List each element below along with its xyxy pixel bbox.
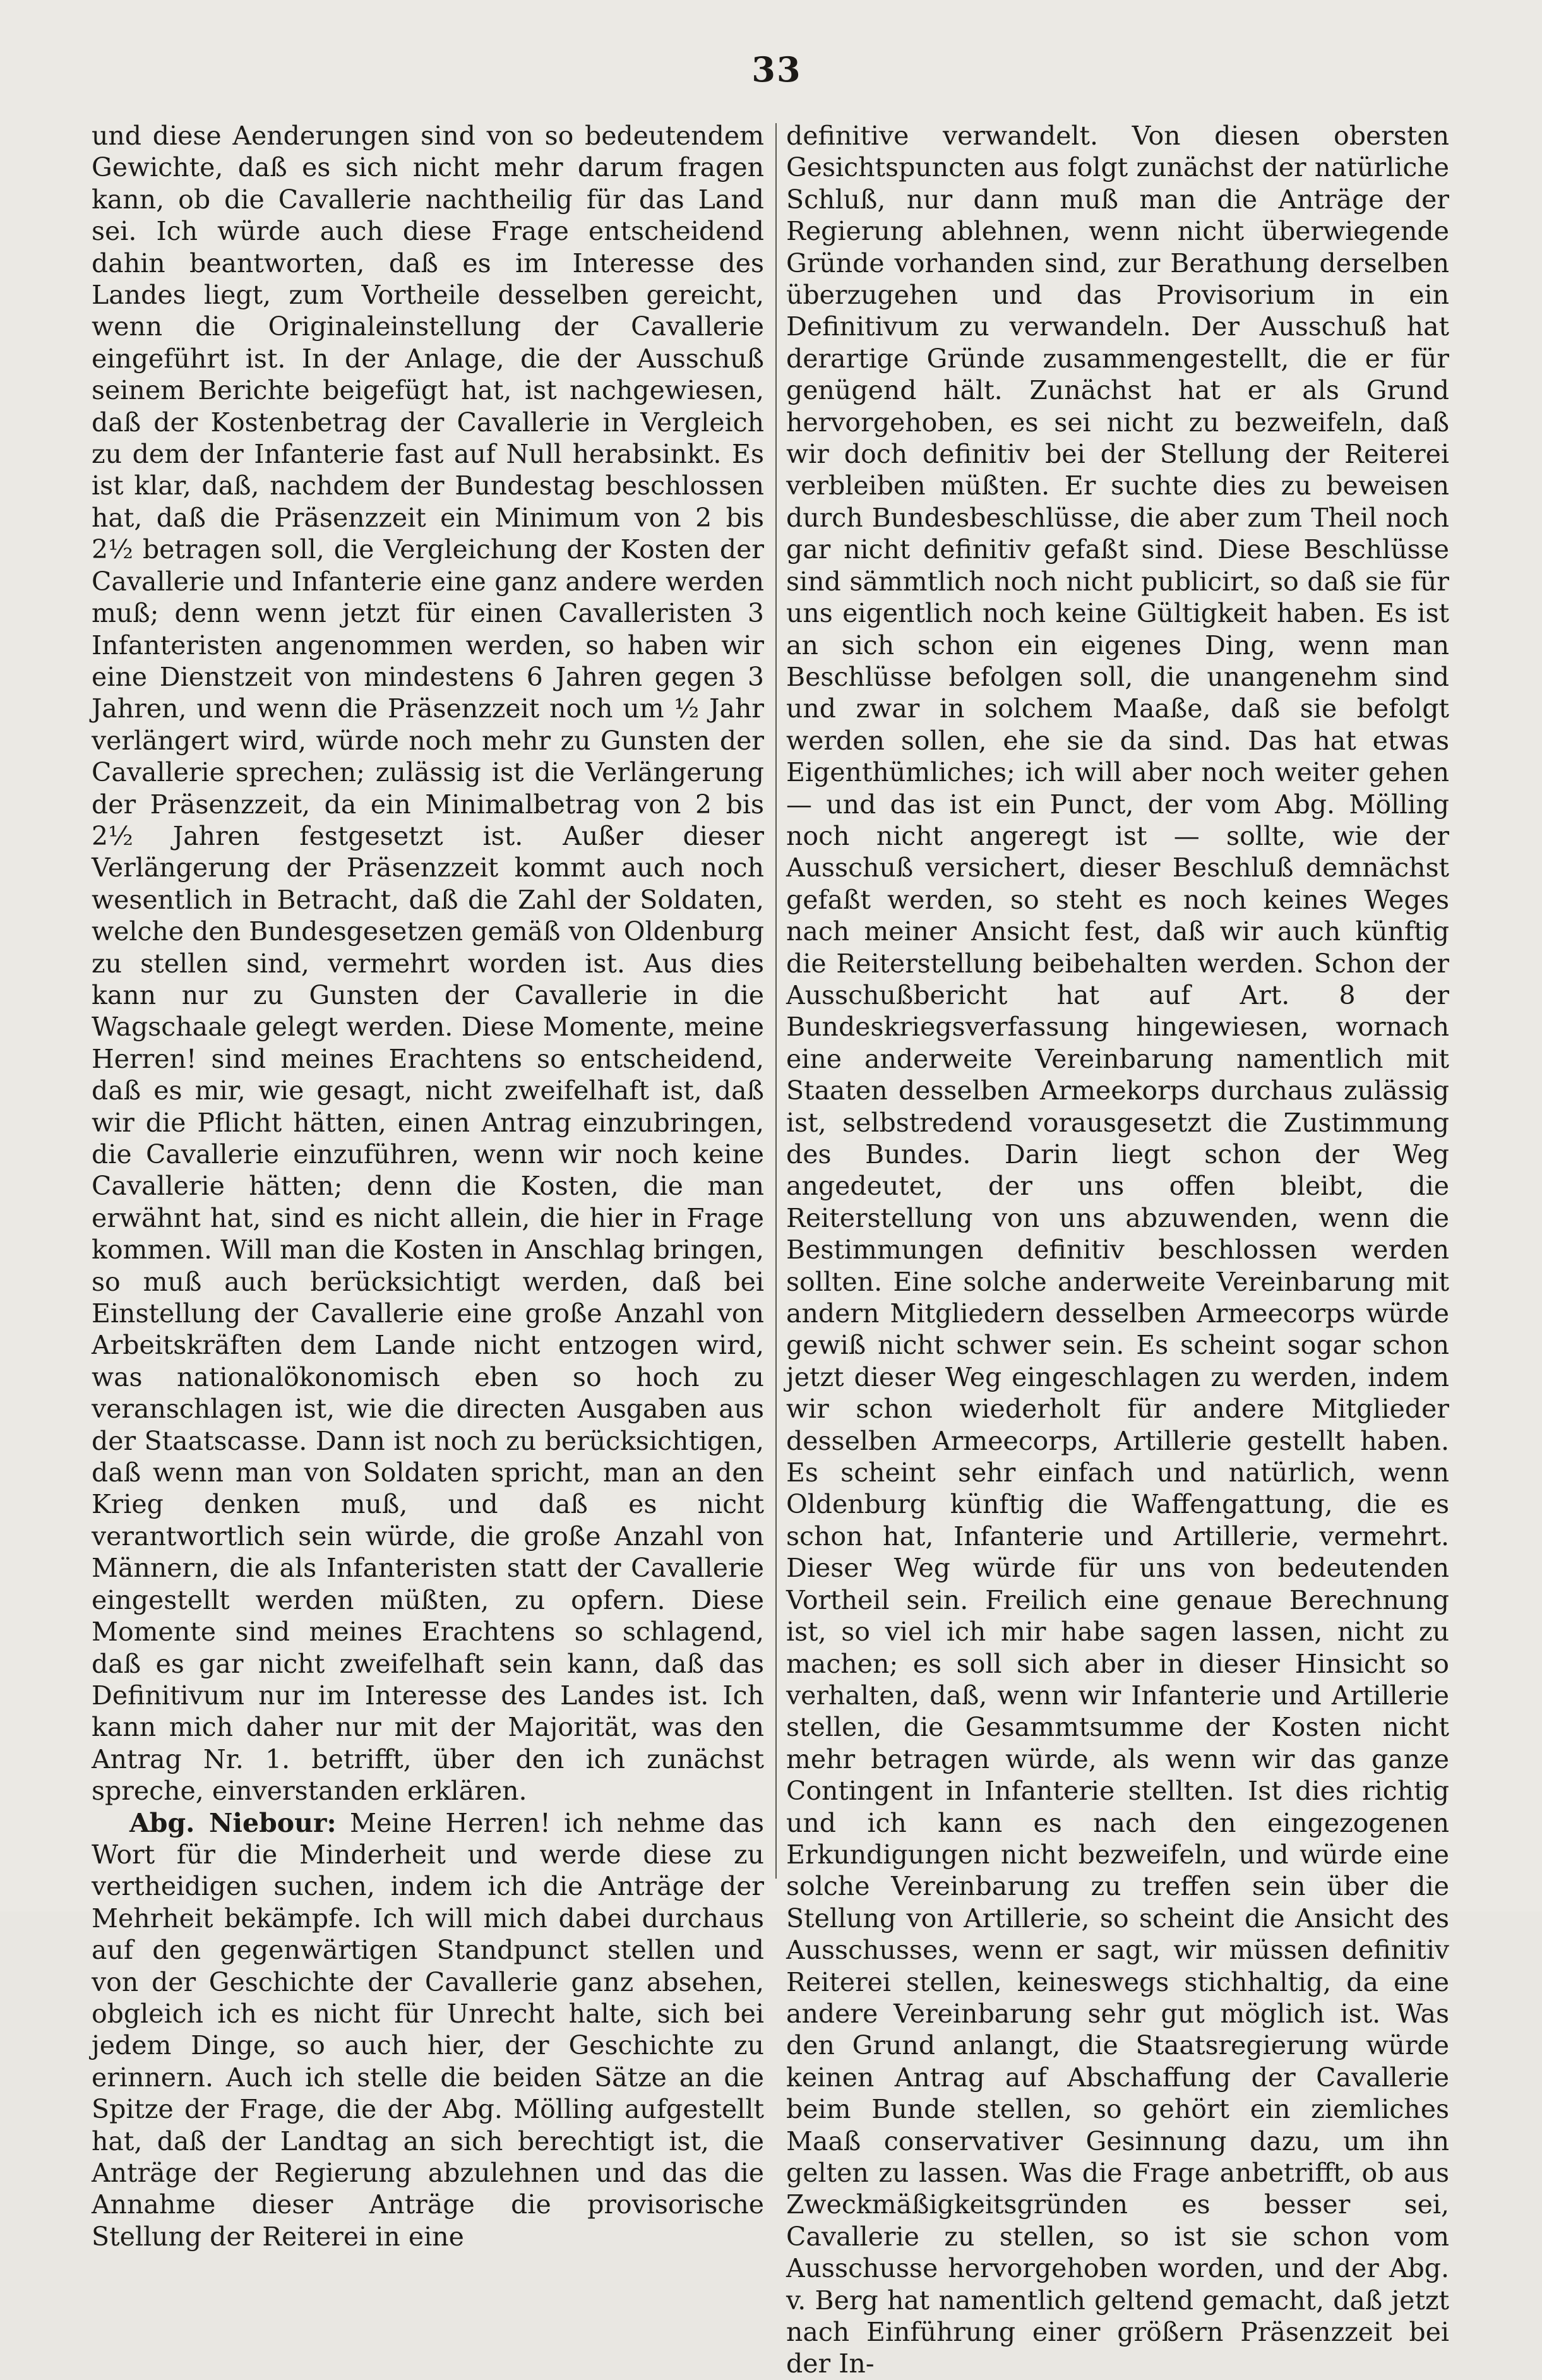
column-divider — [775, 123, 777, 1879]
left-paragraph-1: und diese Aenderungen sind von so bedeutendem Gewichte, daß es sich nicht mehr darum fragen kann, ob die Cavallerie nachtheilig für das Land sei. Ich würde auch diese Frage entscheidend dahin beantworten, daß es im Interesse des Landes liegt, zum Vortheile desselben gereicht, wenn die Originaleinstellung der Cavallerie eingeführt ist. In der Anlage, die der Ausschuß seinem Berichte beigefügt hat, ist nachgewiesen, daß der Kostenbetrag der Cavallerie in Vergleich zu dem der Infanterie fast auf Null herabsinkt. Es ist klar, daß, nachdem der Bundestag beschlossen hat, daß die Präsenzzeit ein Minimum von 2 bis 2½ betragen soll, die Vergleichung der Kosten der Cavallerie und Infanterie eine ganz andere werden muß; denn wenn jetzt für einen Cavalleristen 3 Infanteristen angenommen werden, so haben wir eine Dienstzeit von mindestens 6 Jahren gegen 3 Jahren, und wenn die Präsenzzeit noch um ½ Jahr verlängert wird, würde noch mehr zu Gunsten der Cavallerie sprechen; zulässig ist die Verlängerung der Präsenzzeit, da ein Minimalbetrag von 2 bis 2½ Jahren festgesetzt ist. Außer dieser Verlängerung der Präsenzzeit kommt auch noch wesentlich in Betracht, daß die Zahl der Soldaten, welche den Bundesgesetzen gemäß von Oldenburg zu stellen sind, vermehrt worden ist. Aus dies kann nur zu Gunsten der Cavallerie in die Wagschaale gelegt werden. Diese Momente, meine Herren! sind meines Erachtens so entscheidend, daß es mir, wie gesagt, nicht zweifelhaft ist, daß wir die Pflicht hätten, einen Antrag einzubringen, die Cavallerie einzuführen, wenn wir noch keine Cavallerie hätten; denn die Kosten, die man erwähnt hat, sind es nicht allein, die hier in Frage kommen. Will man die Kosten in Anschlag bringen, so muß auch berücksichtigt werden, daß bei Einstellung der Cavallerie eine große Anzahl von Arbeitskräften dem Lande nicht entzogen wird, was nationalökonomisch eben so hoch zu veranschlagen ist, wie die directen Ausgaben aus der Staatscasse. Dann ist noch zu berücksichtigen, daß wenn man von Soldaten spricht, man an den Krieg denken muß, und daß es nicht verantwortlich sein würde, die große Anzahl von Männern, die als Infanteristen statt der Cavallerie eingestellt werden müßten, zu opfern. Diese Momente sind meines Erachtens so schlagend, daß es gar nicht zweifelhaft sein kann, daß das Definitivum nur im Interesse des Landes ist. Ich kann mich daher nur mit der Majorität, was den Antrag Nr. 1. betrifft, über den ich zunächst spreche, einverstanden erklären. — [92, 121, 764, 1807]
left-column — [92, 120, 764, 2252]
left-paragraph-2 — [92, 1807, 764, 2253]
right-paragraph-1: definitive verwandelt. Von diesen obersten Gesichtspuncten aus folgt zunächst der natürliche Schluß, nur dann muß man die Anträge der Regierung ablehnen, wenn nicht überwiegende Gründe vorhanden sind, zur Berathung derselben überzugehen und das Provisorium in ein Definitivum zu verwandeln. Der Ausschuß hat derartige Gründe zusammengestellt, die er für genügend hält. Zunächst hat er als Grund hervorgehoben, es sei nicht zu bezweifeln, daß wir doch definitiv bei der Stellung der Reiterei verbleiben müßten. Er suchte dies zu beweisen durch Bundesbeschlüsse, die aber zum Theil noch gar nicht definitiv gefaßt sind. Diese Beschlüsse sind sämmtlich noch nicht publicirt, so daß sie für uns eigentlich noch keine Gültigkeit haben. Es ist an sich schon ein eigenes Ding, wenn man Beschlüsse befolgen soll, die unangenehm sind und zwar in solchem Maaße, daß sie befolgt werden sollen, ehe sie da sind. Das hat etwas Eigenthümliches; ich will aber noch weiter gehen — und das ist ein Punct, der vom Abg. Mölling noch nicht angeregt ist — sollte, wie der Ausschuß versichert, dieser Beschluß demnächst gefaßt werden, so steht es noch keines Weges nach meiner Ansicht fest, daß wir auch künftig die Reiterstellung beibehalten werden. Schon der Ausschußbericht hat auf Art. 8 der Bundeskriegsverfassung hingewiesen, wornach eine anderweite Vereinbarung namentlich mit Staaten desselben Armeekorps durchaus zulässig ist, selbstredend vorausgesetzt die Zustimmung des Bundes. Darin liegt schon der Weg angedeutet, der uns offen bleibt, die Reiterstellung von uns abzuwenden, wenn die Bestimmungen definitiv beschlossen werden sollten. Eine solche anderweite Vereinbarung mit andern Mitgliedern desselben Armeecorps würde gewiß nicht schwer sein. Es scheint sogar schon jetzt dieser Weg eingeschlagen zu werden, indem wir schon wiederholt für andere Mitglieder desselben Armeecorps, Artillerie gestellt haben. Es scheint sehr einfach und natürlich, wenn Oldenburg künftig die Waffengattung, die es schon hat, Infanterie und Artillerie, vermehrt. Dieser Weg würde für uns von bedeutenden Vortheil sein. Freilich eine genaue Berechnung ist, so viel ich mir habe sagen lassen, nicht zu machen; es soll sich aber in dieser Hinsicht so verhalten, daß, wenn wir Infanterie und Artillerie stellen, die Gesammtsumme der Kosten nicht mehr betragen würde, als wenn wir das ganze Contingent in Infanterie stellten. Ist dies richtig und ich kann es nach den eingezogenen Erkundigungen nicht bezweifeln, und würde eine solche Vereinbarung zu treffen sein über die Stellung von Artillerie, so scheint die Ansicht des Ausschusses, wenn er sagt, wir müssen definitiv Reiterei stellen, keineswegs stichhaltig, da eine andere Vereinbarung sehr gut möglich ist. Was den Grund anlangt, die Staatsregierung würde keinen Antrag auf Abschaffung der Cavallerie beim Bunde stellen, so gehört ein ziemliches Maaß conservativer Gesinnung dazu, um ihn gelten zu lassen. Was die Frage anbetrifft, ob aus Zweckmäßigkeitsgründen es besser sei, Cavallerie zu stellen, so ist sie schon vom Ausschusse hervorgehoben worden, und der Abg. v. Berg hat namentlich geltend gemacht, daß jetzt nach Einführung einer größern Präsenzzeit bei der In- — [786, 121, 1449, 2379]
page-number: 33 — [751, 49, 802, 90]
speaker-name: Abg. Niebour: — [129, 1807, 337, 1838]
right-column — [786, 120, 1449, 2379]
speech-text: Meine Herren! ich nehme das Wort für die Minderheit und werde diese zu vertheidigen suchen, indem ich die Anträge der Mehrheit bekämpfe. Ich will mich dabei durchaus auf den gegenwärtigen Standpunct stellen und von der Geschichte der Cavallerie ganz absehen, obgleich ich es nicht für Unrecht halte, sich bei jedem Dinge, so auch hier, der Geschichte zu erinnern. Auch ich stelle die beiden Sätze an die Spitze der Frage, die der Abg. Mölling aufgestellt hat, daß der Landtag an sich berechtigt ist, die Anträge der Regierung abzulehnen und das die Annahme dieser Anträge die provisorische Stellung der Reiterei in eine — [92, 1807, 764, 2252]
